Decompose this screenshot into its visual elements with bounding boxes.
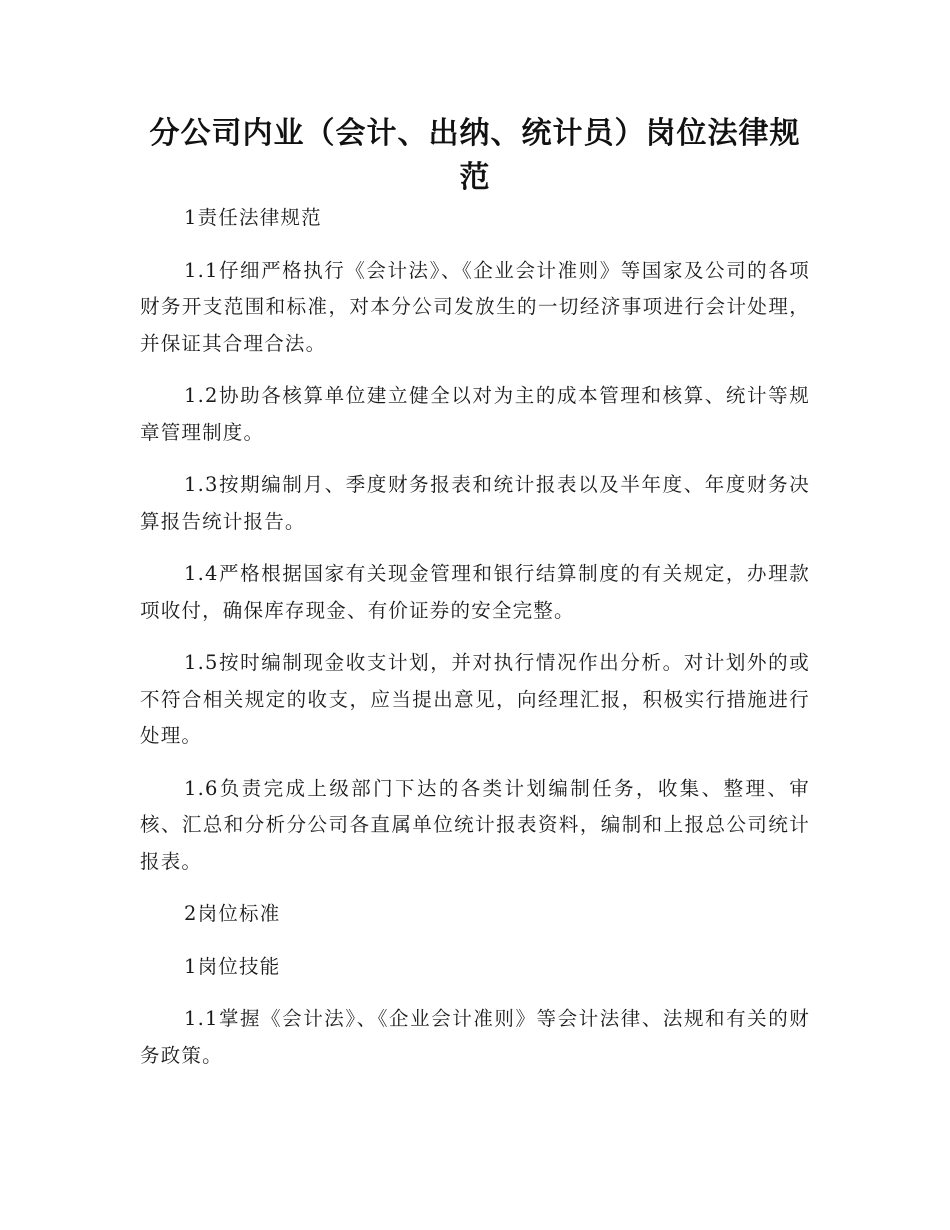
paragraph-1-4: 1.4严格根据国家有关现金管理和银行结算制度的有关规定，办理款项收付，确保库存现金、有价证券的安全完整。 [140, 562, 810, 622]
paragraph-1-6: 1.6负责完成上级部门下达的各类计划编制任务，收集、整理、审核、汇总和分析分公司各直属单位统计报表资料，编制和上报总公司统计报表。 [140, 776, 810, 873]
section-heading-standards: 2岗位标准 [184, 902, 281, 925]
paragraph-1-5: 1.5按时编制现金收支计划，并对执行情况作出分析。对计划外的或不符合相关规定的收支，应当提出意见，向经理汇报，积极实行措施进行处理。 [140, 651, 810, 747]
paragraph-1-1: 1.1仔细严格执行《会计法》、《企业会计准则》等国家及公司的各项财务开支范围和标准，对本分公司发放生的一切经济事项进行会计处理，并保证其合理合法。 [140, 258, 810, 355]
paragraph-skills-1-1: 1.1掌握《会计法》、《企业会计准则》等会计法律、法规和有关的财务政策。 [140, 1007, 810, 1067]
paragraph-1-3: 1.3按期编制月、季度财务报表和统计报表以及半年度、年度财务决算报告统计报告。 [140, 473, 810, 533]
section-heading-responsibility: 1责任法律规范 [184, 206, 322, 229]
subsection-heading-skills: 1岗位技能 [184, 954, 281, 978]
document-title: 分公司内业（会计、出纳、统计员）岗位法律规范 [149, 116, 801, 195]
paragraph-1-2: 1.2协助各核算单位建立健全以对为主的成本管理和核算、统计等规章管理制度。 [140, 384, 810, 444]
document-body [140, 200, 810, 1090]
